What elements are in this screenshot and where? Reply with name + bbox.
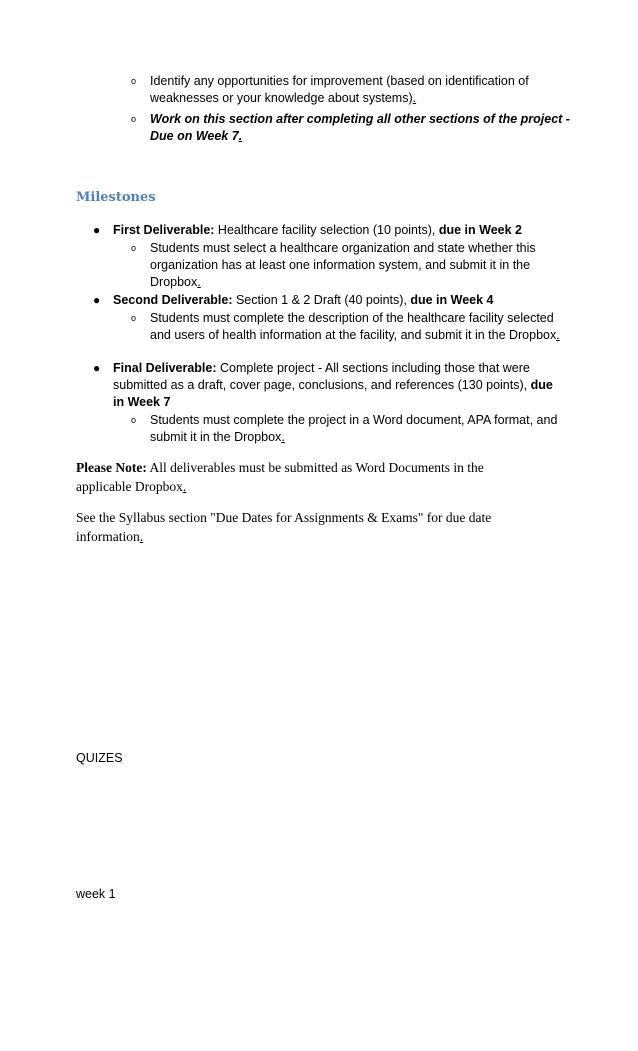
bullet-icon: ● xyxy=(93,361,101,375)
period-link: . xyxy=(412,91,417,105)
bullet-icon: ● xyxy=(93,223,101,237)
milestone-second xyxy=(93,292,573,309)
circle-bullet-icon: o xyxy=(131,415,137,425)
milestone-final xyxy=(93,360,553,411)
milestone-desc: Healthcare facility selection (10 points), xyxy=(214,223,436,237)
sub-item-opportunities xyxy=(131,73,570,107)
circle-bullet-icon: o xyxy=(131,114,137,124)
milestone-label: First Deliverable: xyxy=(113,223,215,237)
circle-bullet-icon: o xyxy=(131,76,137,86)
milestone-first xyxy=(93,222,573,239)
note-label: Please Note: xyxy=(76,460,147,475)
syllabus-note xyxy=(76,508,526,546)
milestone-desc: Complete project - All sections including those that were submitted as a draft, cover page, conclusions, and references (130 points), xyxy=(113,361,530,392)
milestone-first-sub xyxy=(131,240,570,291)
milestones-heading: Milestones xyxy=(76,190,156,205)
milestone-final-sub xyxy=(131,412,570,446)
quizes-heading: QUIZES xyxy=(76,751,123,765)
week-label: week 1 xyxy=(76,887,116,901)
sub-item-text: Identify any opportunities for improvement (based on identification of weaknesses or your knowledge about systems) xyxy=(150,74,529,105)
milestone-label: Second Deliverable: xyxy=(113,293,233,307)
period-link: . xyxy=(281,430,285,444)
milestone-second-sub xyxy=(131,310,570,344)
milestone-desc: Section 1 & 2 Draft (40 points), xyxy=(232,293,407,307)
sub-item-text: Work on this section after completing all other sections of the project - Due on Week 7 xyxy=(150,112,570,143)
period-link: . xyxy=(238,129,243,143)
please-note xyxy=(76,458,526,496)
bullet-icon: ● xyxy=(93,293,101,307)
period-link: . xyxy=(556,328,560,342)
sub-item-text: Students must complete the description of the healthcare facility selected and users of health information at the facility, and submit it in the Dropbox xyxy=(150,311,557,342)
period-link: . xyxy=(139,529,144,544)
circle-bullet-icon: o xyxy=(131,243,137,253)
sub-item-text: Students must select a healthcare organization and state whether this organization has at least one information system, and submit it in the Dropbox xyxy=(150,241,536,289)
period-link: . xyxy=(197,275,201,289)
milestone-label: Final Deliverable: xyxy=(113,361,217,375)
milestone-due: due in Week 4 xyxy=(406,293,494,307)
period-link: . xyxy=(182,479,187,494)
note-text: All deliverables must be submitted as Word Documents in the applicable Dropbox xyxy=(76,460,484,494)
milestone-due: due in Week 7 xyxy=(113,378,553,409)
milestone-due: due in Week 2 xyxy=(435,223,522,237)
sub-item-work-note xyxy=(131,111,570,145)
syllabus-text: See the Syllabus section "Due Dates for Assignments & Exams" for due date information xyxy=(76,510,492,544)
sub-item-text: Students must complete the project in a Word document, APA format, and submit it in the Dropbox xyxy=(150,413,558,444)
circle-bullet-icon: o xyxy=(131,313,137,323)
